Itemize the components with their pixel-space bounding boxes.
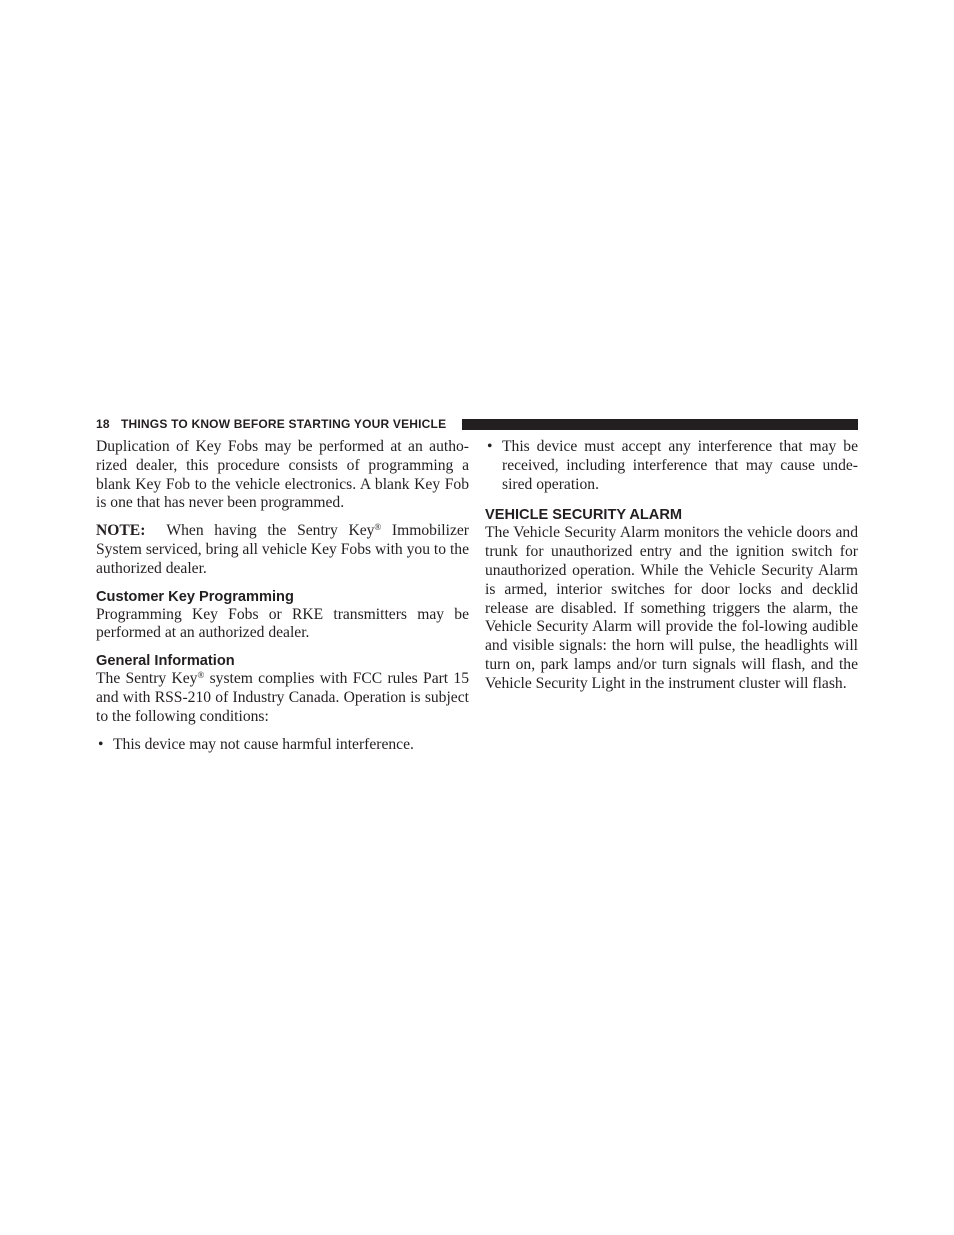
note-label: NOTE: bbox=[96, 522, 146, 540]
right-column bbox=[485, 438, 858, 694]
registered-mark: ® bbox=[197, 670, 205, 681]
customer-key-programming-heading: Customer Key Programming bbox=[96, 588, 294, 605]
note-text-b: Immobilizer System serviced, bring all vehicle Key Fobs with you to the authorized dealer. bbox=[96, 522, 469, 577]
list-item bbox=[96, 736, 469, 755]
running-header bbox=[96, 416, 858, 434]
conditions-list bbox=[96, 736, 469, 755]
bullet-icon: • bbox=[487, 438, 493, 455]
vehicle-security-alarm-heading: VEHICLE SECURITY ALARM bbox=[485, 507, 683, 524]
general-text-a: The Sentry Key bbox=[96, 670, 198, 688]
header-rule bbox=[462, 419, 858, 430]
conditions-list-continued bbox=[485, 438, 858, 494]
left-column bbox=[96, 438, 469, 754]
registered-mark: ® bbox=[374, 522, 382, 533]
vehicle-security-alarm-paragraph: The Vehicle Security Alarm monitors the vehicle doors and trunk for unauthorized entry and the ignition switch for unauthorized operation. While the Vehicle Security Alarm is armed, interior switches for door locks and decklid release are disabled. If something triggers the alarm, the Vehicle Security Alarm will provide the fol-lowing audible and visible signals: the horn will pulse, the headlights will turn on, park lamps and/or turn signals will flash, and the Vehicle Security Light in the instrument cluster will flash. bbox=[485, 524, 858, 692]
general-text-b: system complies with FCC rules Part 15 and with RSS-210 of Industry Canada. Operation is subject to the following conditions: bbox=[96, 670, 469, 725]
page-number: 18 bbox=[96, 417, 110, 431]
bullet-text: This device must accept any interference that may be received, including interference that may cause unde-sired operation. bbox=[502, 438, 858, 493]
duplication-paragraph: Duplication of Key Fobs may be performed at an autho-rized dealer, this procedure consists of programming a blank Key Fob to the vehicle electronics. A blank Key Fob is one that has never been programmed. bbox=[96, 438, 469, 512]
note-text-a: When having the Sentry Key bbox=[166, 522, 375, 540]
note-paragraph bbox=[96, 522, 469, 578]
general-information-heading: General Information bbox=[96, 653, 235, 670]
list-item bbox=[485, 438, 858, 494]
bullet-text: This device may not cause harmful interference. bbox=[113, 735, 414, 753]
section-title: THINGS TO KNOW BEFORE STARTING YOUR VEHICLE bbox=[121, 417, 447, 431]
bullet-icon: • bbox=[98, 735, 104, 753]
customer-key-paragraph: Programming Key Fobs or RKE transmitters may be performed at an authorized dealer. bbox=[96, 605, 469, 642]
general-information-paragraph bbox=[96, 670, 469, 726]
